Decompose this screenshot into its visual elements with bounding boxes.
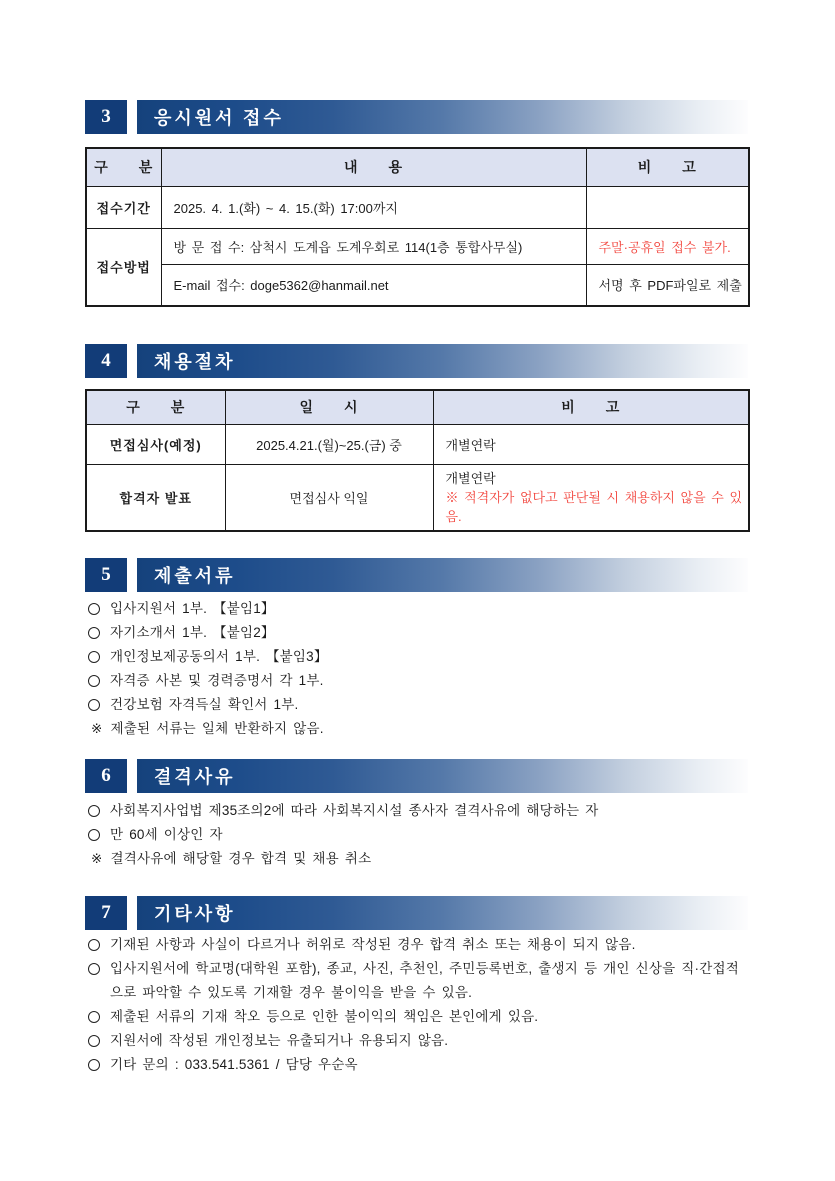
list-item-text: 지원서에 작성된 개인정보는 유출되거나 유용되지 않음. <box>110 1032 449 1048</box>
circle-bullet-icon <box>88 939 100 951</box>
result-announce-label: 합격자 발표 <box>86 464 225 531</box>
list-item-text: 기재된 사항과 사실이 다르거나 허위로 작성된 경우 합격 취소 또는 채용이 되지 않음. <box>110 936 636 952</box>
section4-title: 채용절차 <box>137 344 748 378</box>
table-header-row <box>86 148 749 186</box>
weekend-holiday-warning: 주말·공휴일 접수 불가. <box>586 228 749 264</box>
list-note <box>85 847 748 871</box>
list-item <box>85 957 748 1005</box>
section3-header <box>85 100 748 134</box>
document-content <box>85 0 748 1077</box>
list-note-text: 결격사유에 해당할 경우 합격 및 채용 취소 <box>110 850 372 866</box>
circle-bullet-icon <box>88 627 100 639</box>
table-row <box>86 186 749 228</box>
list-item-text: 제출된 서류의 기재 착오 등으로 인한 불이익의 책임은 본인에게 있음. <box>110 1008 539 1024</box>
circle-bullet-icon <box>88 963 100 975</box>
list-item-text: 건강보험 자격득실 확인서 1부. <box>110 696 299 712</box>
section4-number-badge: 4 <box>85 344 127 378</box>
contact-info-text: 기타 문의 : 033.541.5361 / 담당 우순옥 <box>110 1056 358 1072</box>
result-announce-note <box>433 464 749 531</box>
circle-bullet-icon <box>88 651 100 663</box>
section4-header <box>85 344 748 378</box>
no-hire-warning: ※ 적격자가 없다고 판단될 시 채용하지 않을 수 있음. <box>445 489 742 524</box>
reference-mark-icon: ※ <box>91 720 103 736</box>
section7-number-badge: 7 <box>85 896 127 930</box>
list-item <box>85 933 748 957</box>
list-item <box>85 597 748 621</box>
table-row <box>86 464 749 531</box>
application-submission-table <box>85 147 750 307</box>
list-item <box>85 621 748 645</box>
list-item <box>85 1053 748 1077</box>
table-header-row <box>86 390 749 424</box>
reference-mark-icon: ※ <box>91 850 103 866</box>
section5-number-badge: 5 <box>85 558 127 592</box>
section-header-gap <box>127 344 137 378</box>
list-item-text: 사회복지사업법 제35조의2에 따라 사회복지시설 종사자 결격사유에 해당하는 자 <box>110 802 599 818</box>
circle-bullet-icon <box>88 675 100 687</box>
individual-contact-text: 개별연락 <box>445 470 496 486</box>
list-item-text: 만 60세 이상인 자 <box>110 826 223 842</box>
list-item-text: 입사지원서에 학교명(대학원 포함), 종교, 사진, 추천인, 주민등록번호, 출생지 등 개인 신상을 직·간접적으로 파악할 수 있도록 기재할 경우 불이익을 받을 수 있음. <box>110 960 739 1000</box>
table-row <box>86 264 749 306</box>
section3-title: 응시원서 접수 <box>137 100 748 134</box>
section-header-gap <box>127 759 137 793</box>
section6-title: 결격사유 <box>137 759 748 793</box>
section5-header <box>85 558 748 592</box>
list-note-text: 제출된 서류는 일체 반환하지 않음. <box>110 720 324 736</box>
circle-bullet-icon <box>88 1059 100 1071</box>
list-note <box>85 717 748 741</box>
reception-period-label: 접수기간 <box>86 186 161 228</box>
circle-bullet-icon <box>88 603 100 615</box>
section-header-gap <box>127 558 137 592</box>
list-item <box>85 669 748 693</box>
list-item-text: 자기소개서 1부. 【붙임2】 <box>110 624 275 640</box>
interview-date: 2025.4.21.(월)~25.(금) 중 <box>225 424 433 464</box>
col-header-note: 비 고 <box>586 148 749 186</box>
col-header-division: 구 분 <box>86 148 161 186</box>
col-header-content: 내 용 <box>161 148 586 186</box>
list-item <box>85 1005 748 1029</box>
section6-number-badge: 6 <box>85 759 127 793</box>
list-item <box>85 823 748 847</box>
interview-note: 개별연락 <box>433 424 749 464</box>
section-header-gap <box>127 896 137 930</box>
section6-header <box>85 759 748 793</box>
pdf-submit-note: 서명 후 PDF파일로 제출 <box>586 264 749 306</box>
circle-bullet-icon <box>88 829 100 841</box>
interview-label: 면접심사(예정) <box>86 424 225 464</box>
circle-bullet-icon <box>88 1035 100 1047</box>
result-announce-date: 면접심사 익일 <box>225 464 433 531</box>
list-item <box>85 693 748 717</box>
list-item-text: 개인정보제공동의서 1부. 【붙임3】 <box>110 648 328 664</box>
submission-documents-list <box>85 597 748 741</box>
other-matters-list <box>85 933 748 1077</box>
visit-reception-value: 방 문 접 수: 삼척시 도계읍 도계우회로 114(1층 통합사무실) <box>161 228 586 264</box>
hiring-process-table <box>85 389 750 532</box>
circle-bullet-icon <box>88 1011 100 1023</box>
circle-bullet-icon <box>88 699 100 711</box>
reception-period-note <box>586 186 749 228</box>
section-header-gap <box>127 100 137 134</box>
list-item <box>85 645 748 669</box>
list-item-text: 입사지원서 1부. 【붙임1】 <box>110 600 275 616</box>
col-header-datetime: 일 시 <box>225 390 433 424</box>
col-header-division: 구 분 <box>86 390 225 424</box>
reception-period-value: 2025. 4. 1.(화) ~ 4. 15.(화) 17:00까지 <box>161 186 586 228</box>
section7-title: 기타사항 <box>137 896 748 930</box>
table-row <box>86 424 749 464</box>
table-row <box>86 228 749 264</box>
section5-title: 제출서류 <box>137 558 748 592</box>
list-item <box>85 799 748 823</box>
email-reception-value: E-mail 접수: doge5362@hanmail.net <box>161 264 586 306</box>
disqualification-list <box>85 799 748 871</box>
section3-number-badge: 3 <box>85 100 127 134</box>
circle-bullet-icon <box>88 805 100 817</box>
reception-method-label: 접수방법 <box>86 228 161 306</box>
section7-header <box>85 896 748 930</box>
list-item-text: 자격증 사본 및 경력증명서 각 1부. <box>110 672 324 688</box>
list-item <box>85 1029 748 1053</box>
col-header-note: 비 고 <box>433 390 749 424</box>
